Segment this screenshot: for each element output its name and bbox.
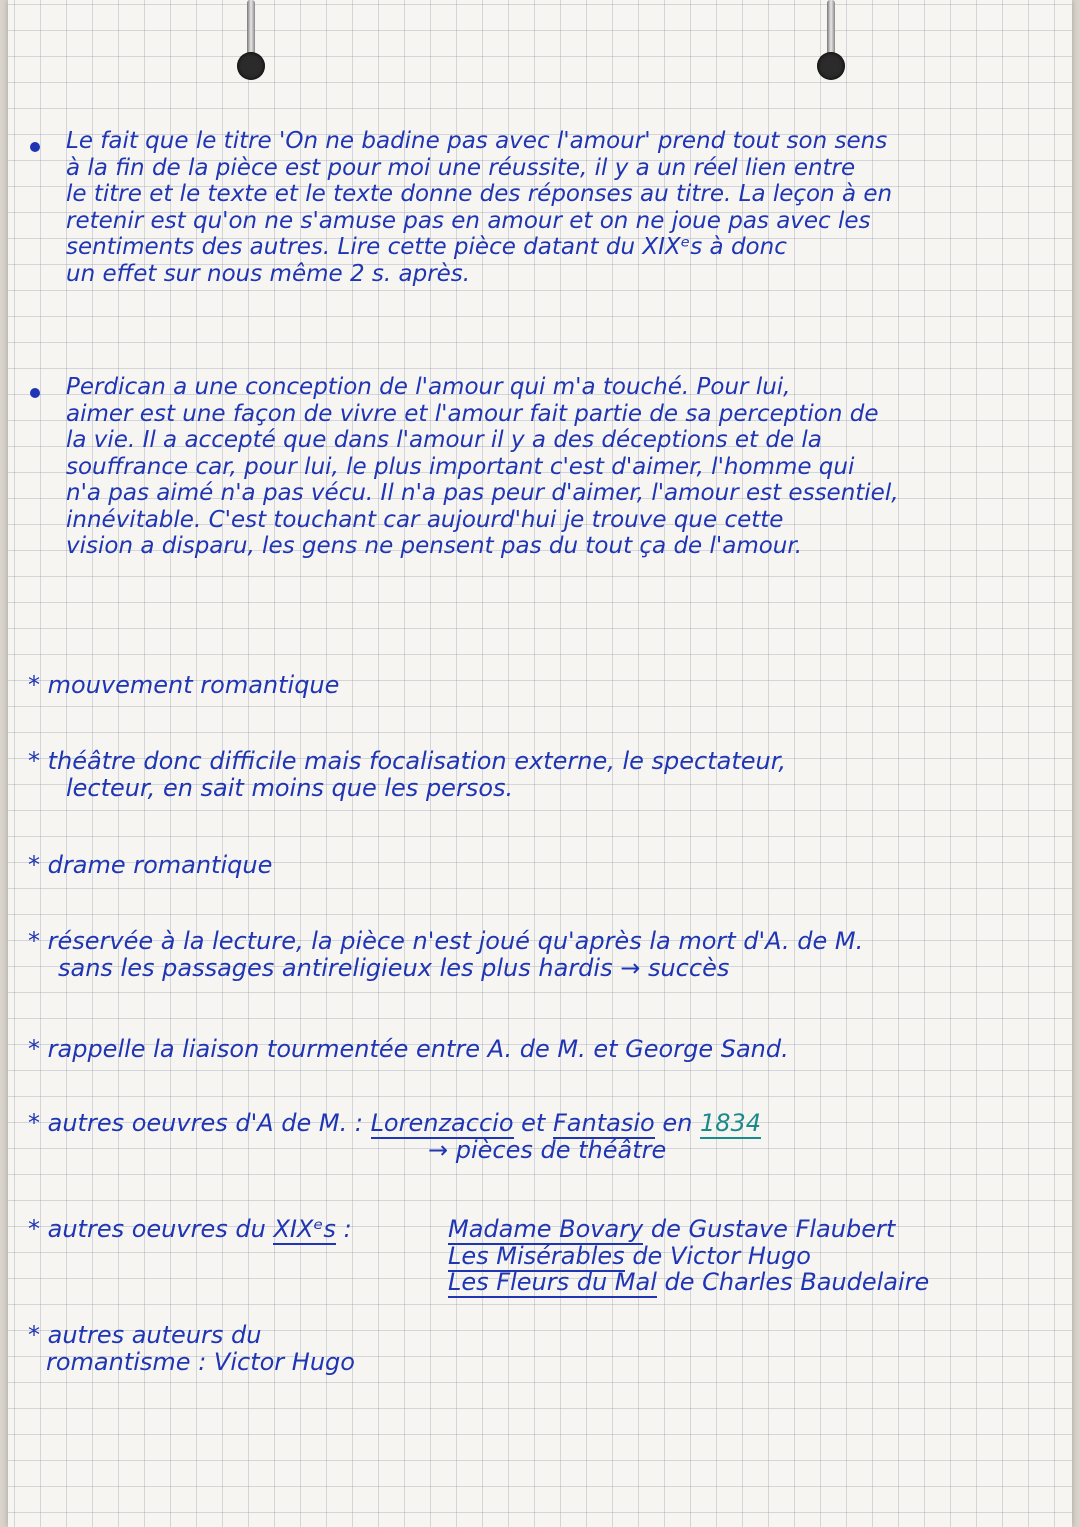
text-line: lecteur, en sait moins que les persos. [66,773,514,802]
note-authors [28,1322,355,1375]
binder-ring-right [816,0,846,80]
text-line: la vie. Il a accepté que dans l'amour il y a des déceptions et de la [66,427,822,453]
text-line: n'a pas aimé n'a pas vécu. Il n'a pas peur d'aimer, l'amour est essentiel, [66,480,899,506]
other-works-in: en [662,1109,693,1137]
text-line: sans les passages antireligieux les plus hardis → succès [58,953,730,982]
work-title: Lorenzaccio [370,1109,514,1137]
work-author: de Victor Hugo [632,1241,811,1270]
list-item [448,1216,929,1243]
bullet-icon [30,142,40,152]
text-line: le titre et le texte et le texte donne des réponses au titre. La leçon à en [66,181,893,207]
text-line: un effet sur nous même 2 s. après. [66,260,471,287]
binder-rod [247,0,255,60]
work-author: de Gustave Flaubert [650,1215,896,1243]
note-theatre [28,748,786,801]
list-item [448,1269,929,1296]
other-works-and: et [521,1109,546,1137]
text-line: romantisme : Victor Hugo [46,1347,355,1376]
text-line: * théâtre donc difficile mais focalisation externe, le spectateur, [28,747,787,775]
work-title: Les Fleurs du Mal [448,1268,657,1296]
text-line [28,1110,761,1137]
text-line: * réservée à la lecture, la pièce n'est joué qu'après la mort d'A. de M. [28,927,864,955]
century-works-list [448,1216,929,1296]
note-movement: * mouvement romantique [28,671,340,699]
paragraph-1 [66,128,892,287]
text-line: à la fin de la pièce est pour moi une réussite, il y a un réel lien entre [66,154,856,181]
work-title: Les Misérables [448,1241,625,1270]
work-year: 1834 [699,1109,762,1137]
text-line: retenir est qu'on ne s'amuse pas en amour et on ne joue pas avec les [66,207,871,234]
text-line: souffrance car, pour lui, le plus important c'est d'aimer, l'homme qui [66,453,855,480]
note-liaison: * rappelle la liaison tourmentée entre A. de M. et George Sand. [28,1035,789,1063]
text-line: vision a disparu, les gens ne pensent pas du tout ça de l'amour. [66,533,803,559]
note-century-works [28,1216,352,1243]
note-other-works [28,1110,761,1163]
text-line: sentiments des autres. Lire cette pièce datant du XIXᵉs à donc [66,234,787,260]
text-line: aimer est une façon de vivre et l'amour fait partie de sa perception de [66,400,879,427]
text-line: * autres auteurs du [28,1321,262,1349]
notebook-page [8,0,1072,1527]
binder-ring-left [236,0,266,80]
text-line: → pièces de théâtre [428,1135,667,1164]
work-title: Madame Bovary [448,1215,644,1243]
note-reserved [28,928,863,981]
binder-hole [237,52,265,80]
binder-hole [817,52,845,80]
work-author: de Charles Baudelaire [664,1268,930,1296]
text-line: innévitable. C'est touchant car aujourd'hui je trouve que cette [66,506,784,533]
note-drama: * drame romantique [28,851,273,879]
binder-rod [827,0,835,60]
work-title: Fantasio [552,1109,655,1137]
century-prefix: * autres oeuvres du [28,1215,266,1243]
list-item [448,1243,929,1270]
century-colon: : [343,1215,352,1243]
bullet-icon [30,388,40,398]
century-label: XIXᵉs [273,1215,336,1243]
paragraph-2 [66,374,899,560]
text-line: Le fait que le titre 'On ne badine pas avec l'amour' prend tout son sens [66,128,888,154]
text-line: Perdican a une conception de l'amour qui m'a touché. Pour lui, [66,374,791,400]
other-works-prefix: * autres oeuvres d'A de M. : [28,1109,363,1137]
